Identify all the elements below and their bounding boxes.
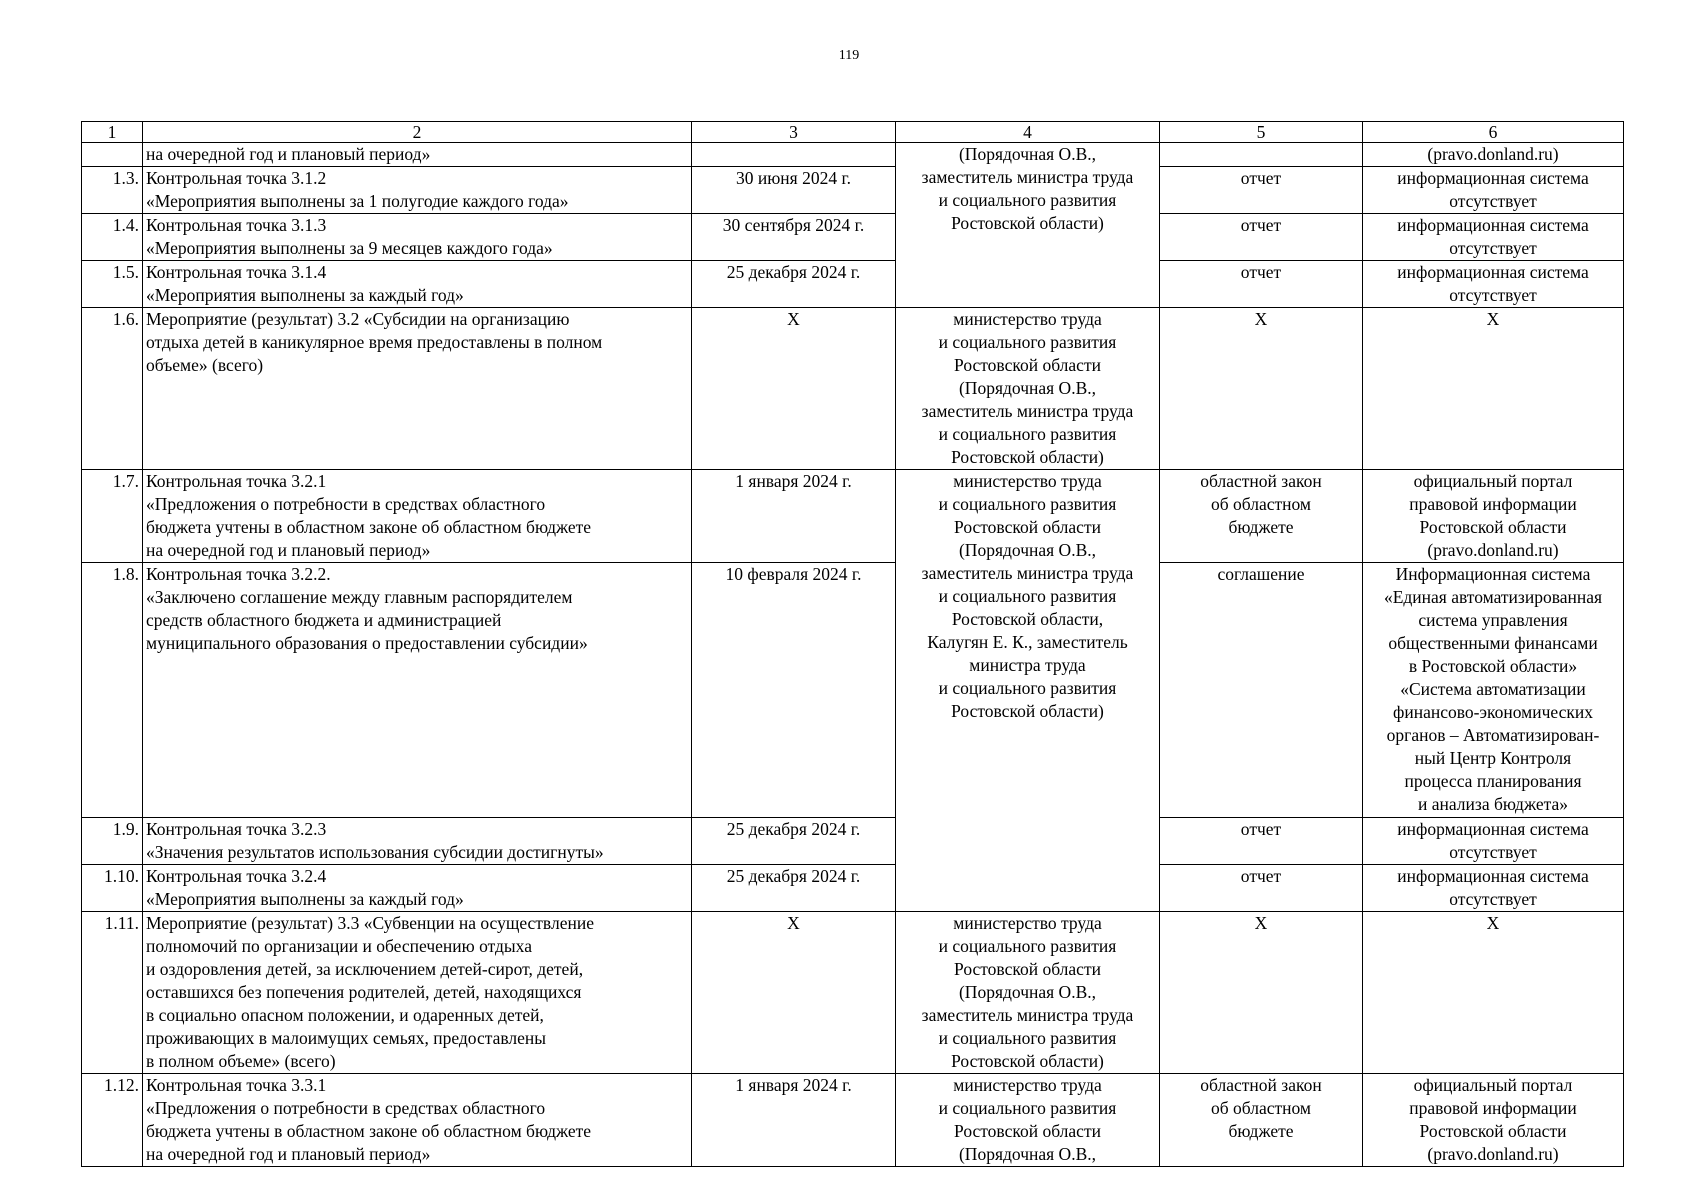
table-row: [82, 1074, 1624, 1167]
row-responsible: министерство труда и социального развития Ростовской области (Порядочная О.В., заместитель министра труда и социального развития Ростовской области): [896, 912, 1160, 1074]
table-row: [82, 167, 1624, 214]
row-date: 25 декабря 2024 г.: [692, 818, 896, 865]
row-date: 1 января 2024 г.: [692, 470, 896, 563]
row-system: официальный портал правовой информации Ростовской области (pravo.donland.ru): [1363, 1074, 1624, 1167]
header-row: [82, 122, 1624, 143]
row-system: информационная система отсутствует: [1363, 865, 1624, 912]
row-number: 1.5.: [82, 261, 143, 308]
row-name: Мероприятие (результат) 3.3 «Субвенции на осуществление полномочий по организации и обеспечению отдыха и оздоровления детей, за исключением детей-сирот, детей, оставшихся без попечения родителей, детей, находящихся в социально опасном положении, и одаренных детей, проживающих в малоимущих семьях, предоставлены в полном объеме» (всего): [143, 912, 692, 1074]
table-row: [82, 470, 1624, 563]
table-row: [82, 261, 1624, 308]
row-number: 1.10.: [82, 865, 143, 912]
row-document: отчет: [1160, 214, 1363, 261]
header-cell: 4: [896, 122, 1160, 143]
row-document: соглашение: [1160, 563, 1363, 818]
row-document: отчет: [1160, 167, 1363, 214]
row-system: информационная система отсутствует: [1363, 214, 1624, 261]
row-name: Контрольная точка 3.2.4 «Мероприятия выполнены за каждый год»: [143, 865, 692, 912]
table-row: [82, 563, 1624, 818]
row-date: 10 февраля 2024 г.: [692, 563, 896, 818]
row-number: 1.12.: [82, 1074, 143, 1167]
row-responsible: министерство труда и социального развития Ростовской области (Порядочная О.В., заместитель министра труда и социального развития Ростовской области, Калугян Е. К., заместитель министра труда и социального развития Ростовской области): [896, 470, 1160, 912]
row-name: Контрольная точка 3.2.3 «Значения результатов использования субсидии достигнуты»: [143, 818, 692, 865]
control-points-table: [81, 121, 1624, 1167]
table-row: [82, 865, 1624, 912]
row-name: Мероприятие (результат) 3.2 «Субсидии на организацию отдыха детей в каникулярное время предоставлены в полном объеме» (всего): [143, 308, 692, 470]
row-name: Контрольная точка 3.1.4 «Мероприятия выполнены за каждый год»: [143, 261, 692, 308]
row-name: Контрольная точка 3.2.2. «Заключено соглашение между главным распорядителем средств областного бюджета и администрацией муниципального образования о предоставлении субсидии»: [143, 563, 692, 818]
row-system: X: [1363, 912, 1624, 1074]
row-responsible: (Порядочная О.В., заместитель министра труда и социального развития Ростовской области): [896, 143, 1160, 308]
row-date: X: [692, 912, 896, 1074]
header-cell: 3: [692, 122, 896, 143]
row-document: областной закон об областном бюджете: [1160, 1074, 1363, 1167]
row-document: X: [1160, 912, 1363, 1074]
table-row: [82, 912, 1624, 1074]
row-document: областной закон об областном бюджете: [1160, 470, 1363, 563]
row-date: 30 сентября 2024 г.: [692, 214, 896, 261]
row-name: Контрольная точка 3.1.3 «Мероприятия выполнены за 9 месяцев каждого года»: [143, 214, 692, 261]
row-date: X: [692, 308, 896, 470]
row-number: 1.9.: [82, 818, 143, 865]
row-responsible: министерство труда и социального развития Ростовской области (Порядочная О.В., заместитель министра труда и социального развития Ростовской области): [896, 308, 1160, 470]
row-document: X: [1160, 308, 1363, 470]
row-date: [692, 143, 896, 167]
row-system: информационная система отсутствует: [1363, 167, 1624, 214]
row-number: 1.6.: [82, 308, 143, 470]
row-number: 1.4.: [82, 214, 143, 261]
row-document: отчет: [1160, 818, 1363, 865]
row-name: Контрольная точка 3.3.1 «Предложения о потребности в средствах областного бюджета учтены в областном законе об областном бюджете на очередной год и плановый период»: [143, 1074, 692, 1167]
table-row: [82, 308, 1624, 470]
row-system: Информационная система «Единая автоматизированная система управления общественными финансами в Ростовской области» «Система автоматизации финансово-экономических органов – Автоматизирован- ный Центр Контроля процесса планирования и анализа бюджета»: [1363, 563, 1624, 818]
header-cell: 2: [143, 122, 692, 143]
row-document: [1160, 143, 1363, 167]
row-system: информационная система отсутствует: [1363, 818, 1624, 865]
row-system: (pravo.donland.ru): [1363, 143, 1624, 167]
row-document: отчет: [1160, 865, 1363, 912]
header-cell: 1: [82, 122, 143, 143]
row-date: 25 декабря 2024 г.: [692, 865, 896, 912]
table-row: [82, 818, 1624, 865]
row-number: 1.7.: [82, 470, 143, 563]
header-cell: 6: [1363, 122, 1624, 143]
row-name: Контрольная точка 3.1.2 «Мероприятия выполнены за 1 полугодие каждого года»: [143, 167, 692, 214]
table-row: [82, 143, 1624, 167]
row-number: 1.8.: [82, 563, 143, 818]
row-number: 1.11.: [82, 912, 143, 1074]
row-system: официальный портал правовой информации Ростовской области (pravo.donland.ru): [1363, 470, 1624, 563]
header-cell: 5: [1160, 122, 1363, 143]
row-document: отчет: [1160, 261, 1363, 308]
row-responsible: министерство труда и социального развития Ростовской области (Порядочная О.В.,: [896, 1074, 1160, 1167]
row-number: [82, 143, 143, 167]
row-date: 30 июня 2024 г.: [692, 167, 896, 214]
row-date: 25 декабря 2024 г.: [692, 261, 896, 308]
page-number: 119: [838, 48, 860, 63]
row-number: 1.3.: [82, 167, 143, 214]
row-name: Контрольная точка 3.2.1 «Предложения о потребности в средствах областного бюджета учтены в областном законе об областном бюджете на очередной год и плановый период»: [143, 470, 692, 563]
row-date: 1 января 2024 г.: [692, 1074, 896, 1167]
table-row: [82, 214, 1624, 261]
row-system: X: [1363, 308, 1624, 470]
row-name: на очередной год и плановый период»: [143, 143, 692, 167]
row-system: информационная система отсутствует: [1363, 261, 1624, 308]
